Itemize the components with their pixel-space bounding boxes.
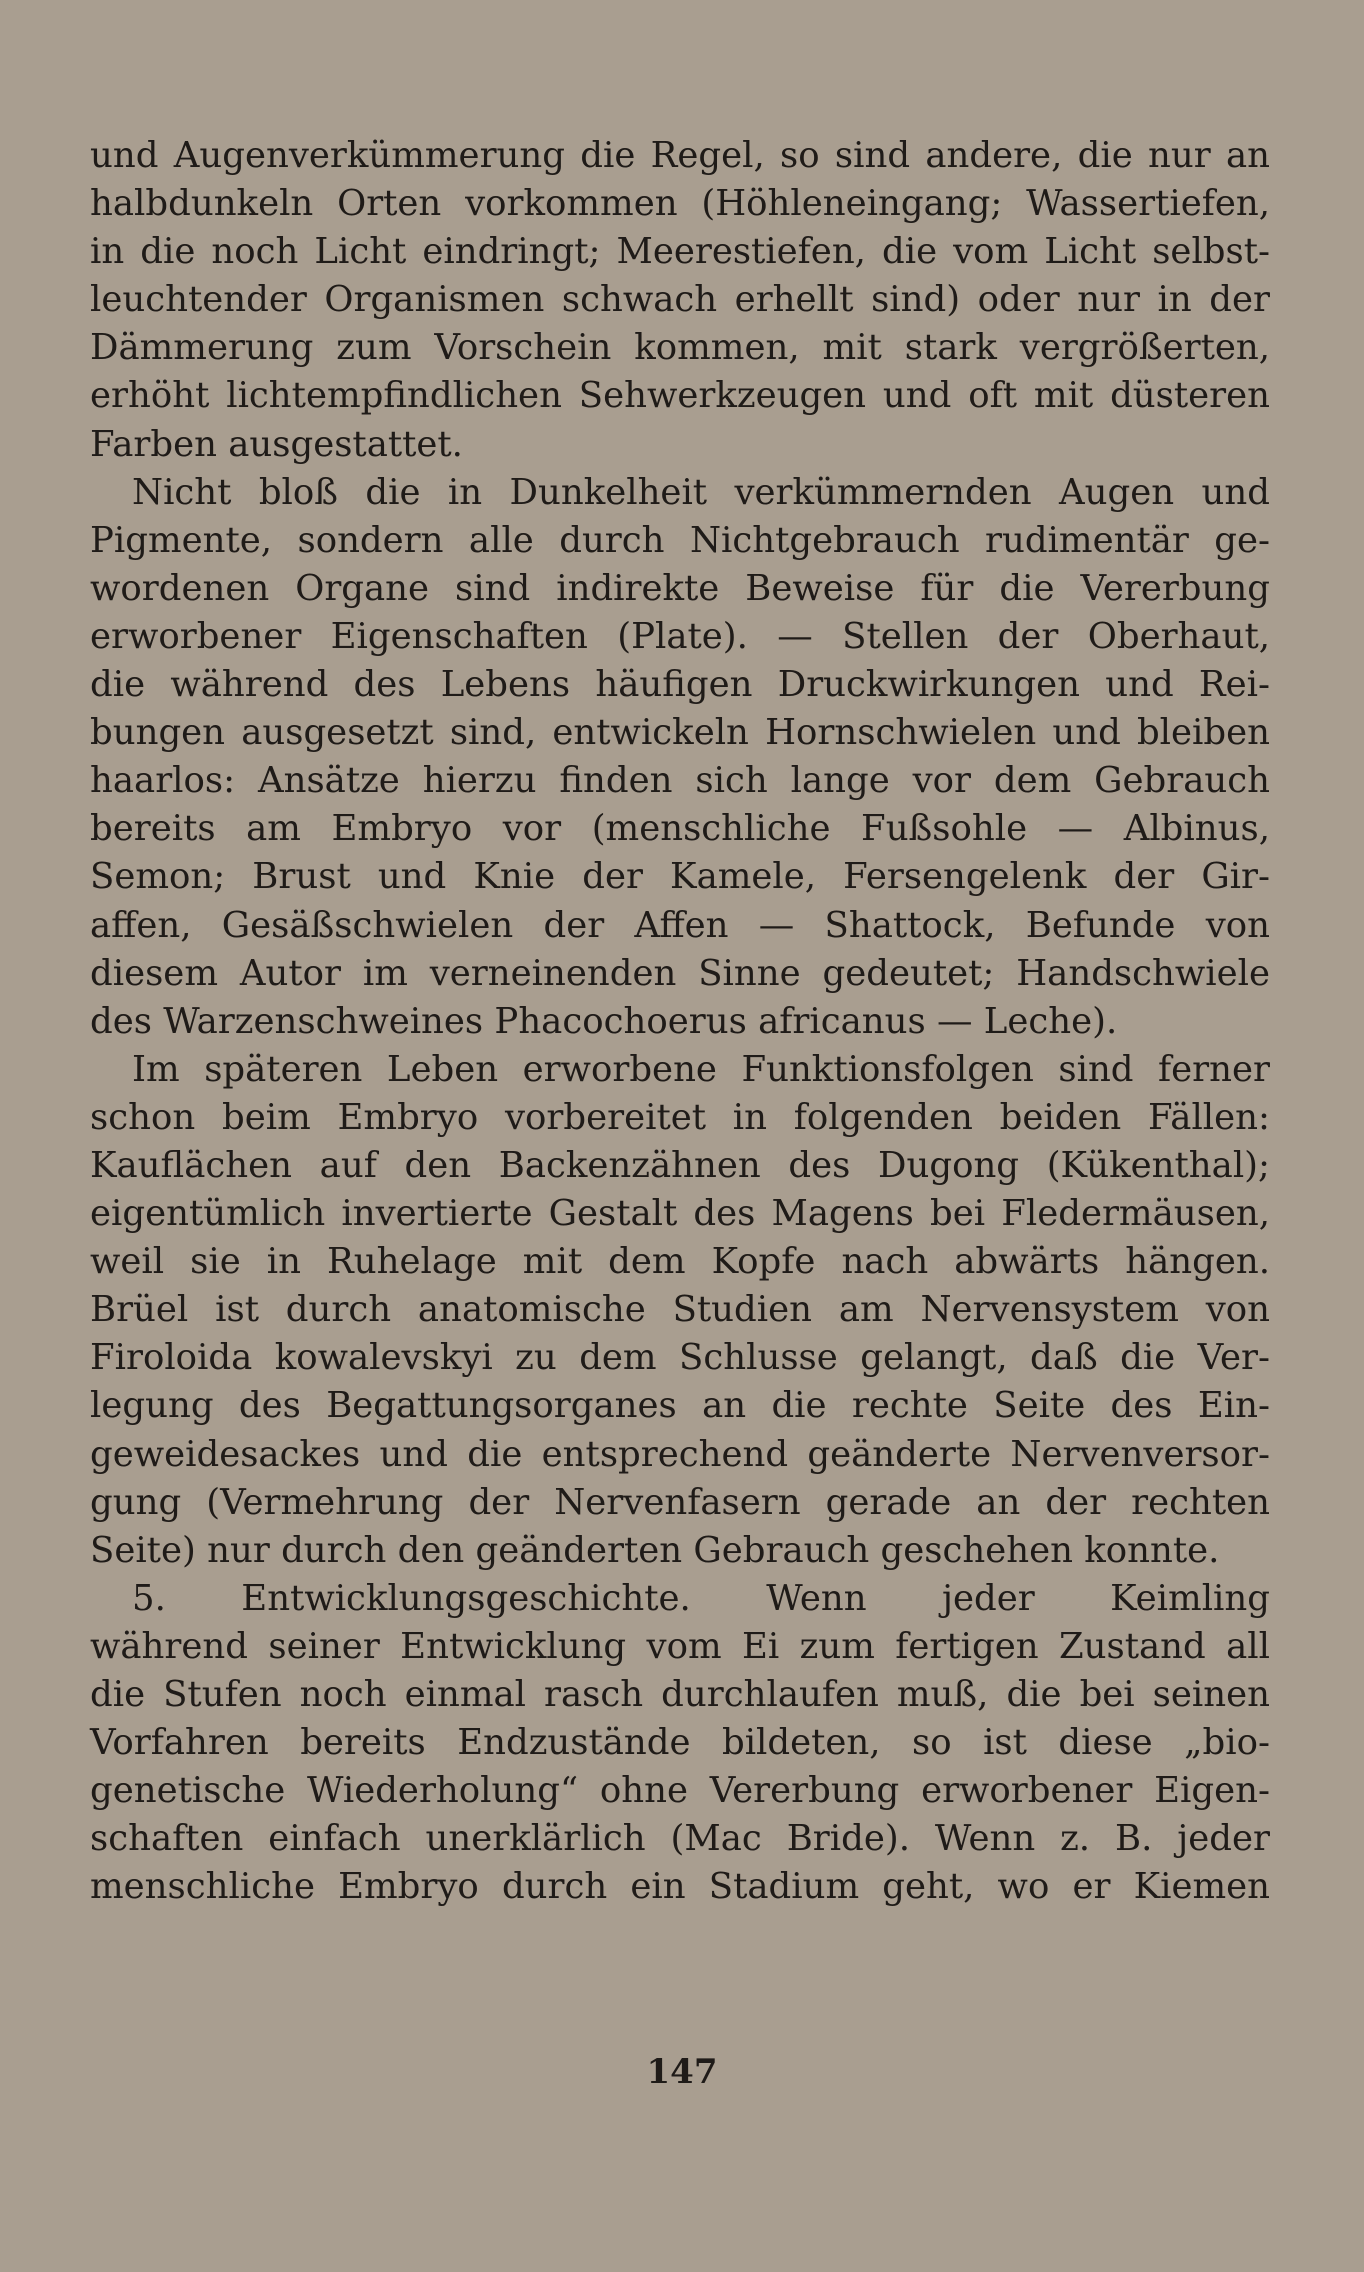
text-line: Seite) nur durch den geänderten Gebrauch geschehen konnte.: [90, 1529, 1220, 1571]
text-line: die Stufen noch einmal rasch durchlaufen muß, die bei seinen: [90, 1674, 1270, 1715]
text-line: des Warzenschweines Phacochoerus africanus — Leche).: [90, 1000, 1118, 1042]
text-line: schaften einfach unerklärlich (Mac Bride). Wenn z. B. jeder: [90, 1818, 1270, 1860]
text-line: haarlos: Ansätze hierzu finden sich lange vor dem Gebrauch: [90, 760, 1270, 802]
paragraph-3: [90, 1046, 1270, 1575]
body-text: [90, 132, 1270, 1911]
text-line: Dämmerung zum Vorschein kommen, mit stark vergrößerten,: [90, 327, 1270, 369]
text-line: Vorfahren bereits Endzustände bildeten, so ist diese „bio-: [90, 1722, 1270, 1764]
text-line: weil sie in Ruhelage mit dem Kopfe nach abwärts hängen.: [90, 1241, 1270, 1283]
text-line: legung des Begattungsorganes an die rechte Seite des Ein-: [90, 1385, 1270, 1427]
text-line: leuchtender Organismen schwach erhellt sind) oder nur in der: [90, 279, 1270, 321]
text-line: halbdunkeln Orten vorkommen (Höhleneingang; Wassertiefen,: [90, 183, 1270, 225]
text-line: bungen ausgesetzt sind, entwickeln Hornschwielen und bleiben: [90, 712, 1270, 754]
text-line: gung (Vermehrung der Nervenfasern gerade an der rechten: [90, 1481, 1270, 1523]
text-line: in die noch Licht eindringt; Meerestiefen, die vom Licht selbst-: [90, 231, 1270, 273]
text-line: diesem Autor im verneinenden Sinne gedeutet; Handschwiele: [90, 952, 1270, 994]
text-line: während seiner Entwicklung vom Ei zum fertigen Zustand all: [90, 1625, 1270, 1667]
text-line: Semon; Brust und Knie der Kamele, Fersengelenk der Gir-: [90, 856, 1270, 898]
text-line: erhöht lichtempfindlichen Sehwerkzeugen und oft mit düsteren: [90, 375, 1270, 417]
text-line: menschliche Embryo durch ein Stadium geht, wo er Kiemen: [90, 1866, 1270, 1908]
text-line: wordenen Organe sind indirekte Beweise für die Vererbung: [90, 567, 1270, 609]
text-line: affen, Gesäßschwielen der Affen — Shattock, Befunde von: [90, 904, 1270, 946]
text-line: und Augenverkümmerung die Regel, so sind andere, die nur an: [90, 135, 1270, 176]
text-line: eigentümlich invertierte Gestalt des Magens bei Fledermäusen,: [90, 1193, 1270, 1235]
text-line: Pigmente, sondern alle durch Nichtgebrauch rudimentär ge-: [90, 519, 1270, 561]
text-line: schon beim Embryo vorbereitet in folgenden beiden Fällen:: [90, 1096, 1270, 1138]
text-line: 5. Entwicklungsgeschichte. Wenn jeder Keimling: [132, 1577, 1270, 1619]
text-line: erworbener Eigenschaften (Plate). — Stellen der Oberhaut,: [90, 615, 1270, 657]
page-number: 147: [646, 2052, 718, 2092]
text-line: Kauflächen auf den Backenzähnen des Dugong (Kükenthal);: [90, 1144, 1270, 1186]
text-line: bereits am Embryo vor (menschliche Fußsohle — Albinus,: [90, 808, 1270, 850]
text-line: Brüel ist durch anatomische Studien am Nervensystem von: [90, 1289, 1270, 1331]
text-line: Firoloida kowalevskyi zu dem Schlusse gelangt, daß die Ver-: [90, 1337, 1270, 1379]
paragraph-4: [90, 1575, 1270, 1912]
text-line: geweidesackes und die entsprechend geänderte Nervenversor-: [90, 1433, 1270, 1475]
paragraph-2: [90, 469, 1270, 1046]
text-line: Im späteren Leben erworbene Funktionsfolgen sind ferner: [132, 1048, 1270, 1090]
text-line: die während des Lebens häufigen Druckwirkungen und Rei-: [90, 664, 1270, 706]
text-line: Farben ausgestattet.: [90, 423, 463, 465]
text-line: Nicht bloß die in Dunkelheit verkümmernden Augen und: [132, 471, 1270, 513]
text-line: genetische Wiederholung“ ohne Vererbung erworbener Eigen-: [90, 1770, 1270, 1812]
paragraph-1: [90, 132, 1270, 469]
